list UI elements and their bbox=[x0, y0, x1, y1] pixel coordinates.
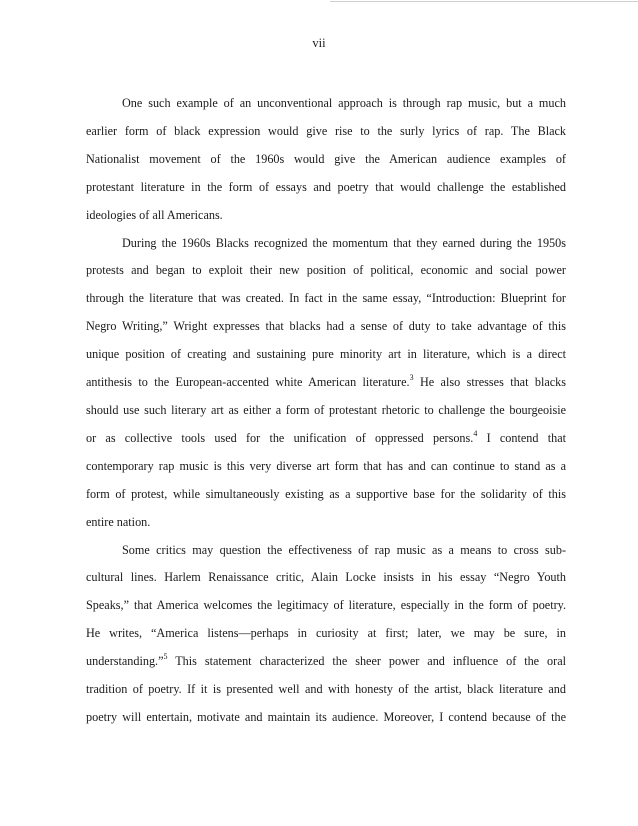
text-segment: or as collective tools used for the unification of oppressed persons. bbox=[86, 430, 474, 445]
scan-edge-line bbox=[330, 1, 638, 2]
text-line: should use such literary art as either a form of protestant rhetoric to challenge the bourgeoisie bbox=[86, 402, 566, 417]
footnote-ref-4: 4 bbox=[473, 428, 478, 438]
footnote-ref-5: 5 bbox=[163, 652, 168, 662]
body-text bbox=[86, 90, 566, 732]
text-line: contemporary rap music is this very diverse art form that has and can continue to stand as a bbox=[86, 458, 566, 473]
page-number: vii bbox=[312, 36, 326, 50]
text-line: During the 1960s Blacks recognized the momentum that they earned during the 1950s bbox=[122, 235, 566, 250]
text-line: protests and began to exploit their new position of political, economic and social power bbox=[86, 263, 566, 278]
footnote-ref-3: 3 bbox=[409, 373, 414, 382]
text-line: entire nation. bbox=[86, 514, 151, 529]
text-segment: understanding.” bbox=[86, 654, 164, 669]
text-line: earlier form of black expression would give rise to the surly lyrics of rap. The Black bbox=[86, 123, 566, 138]
text-line bbox=[86, 648, 566, 676]
text-line: cultural lines. Harlem Renaissance critic, Alain Locke insists in his essay “Negro Youth bbox=[86, 570, 566, 585]
text-line: Nationalist movement of the 1960s would give the American audience examples of bbox=[86, 151, 566, 166]
text-segment: antithesis to the European-accented white American literature. bbox=[86, 375, 410, 390]
text-segment: This statement characterized the sheer power and influence of the oral bbox=[167, 654, 566, 669]
text-line: unique position of creating and sustaining pure minority art in literature, which is a direct bbox=[86, 347, 566, 362]
text-line: through the literature that was created. In fact in the same essay, “Introduction: Blueprint for bbox=[86, 291, 566, 306]
text-segment: He also stresses that blacks bbox=[413, 375, 566, 390]
text-line bbox=[86, 369, 566, 397]
text-line: One such example of an unconventional approach is through rap music, but a much bbox=[122, 96, 566, 110]
text-line: He writes, “America listens—perhaps in curiosity at first; later, we may be sure, in bbox=[86, 626, 566, 641]
text-line bbox=[86, 425, 566, 453]
text-line: Speaks,” that America welcomes the legitimacy of literature, especially in the form of poetry. bbox=[86, 598, 566, 613]
text-line: protestant literature in the form of essays and poetry that would challenge the established bbox=[86, 179, 566, 194]
text-line: form of protest, while simultaneously existing as a supportive base for the solidarity of this bbox=[86, 486, 566, 501]
text-line: poetry will entertain, motivate and maintain its audience. Moreover, I contend because of the bbox=[86, 709, 566, 724]
text-segment: I contend that bbox=[477, 430, 566, 445]
text-line: tradition of poetry. If it is presented well and with honesty of the artist, black literature and bbox=[86, 682, 566, 697]
text-line: Some critics may question the effectiveness of rap music as a means to cross sub- bbox=[122, 542, 566, 557]
text-line: ideologies of all Americans. bbox=[86, 207, 223, 222]
text-line: Negro Writing,” Wright expresses that blacks had a sense of duty to take advantage of this bbox=[86, 319, 566, 334]
